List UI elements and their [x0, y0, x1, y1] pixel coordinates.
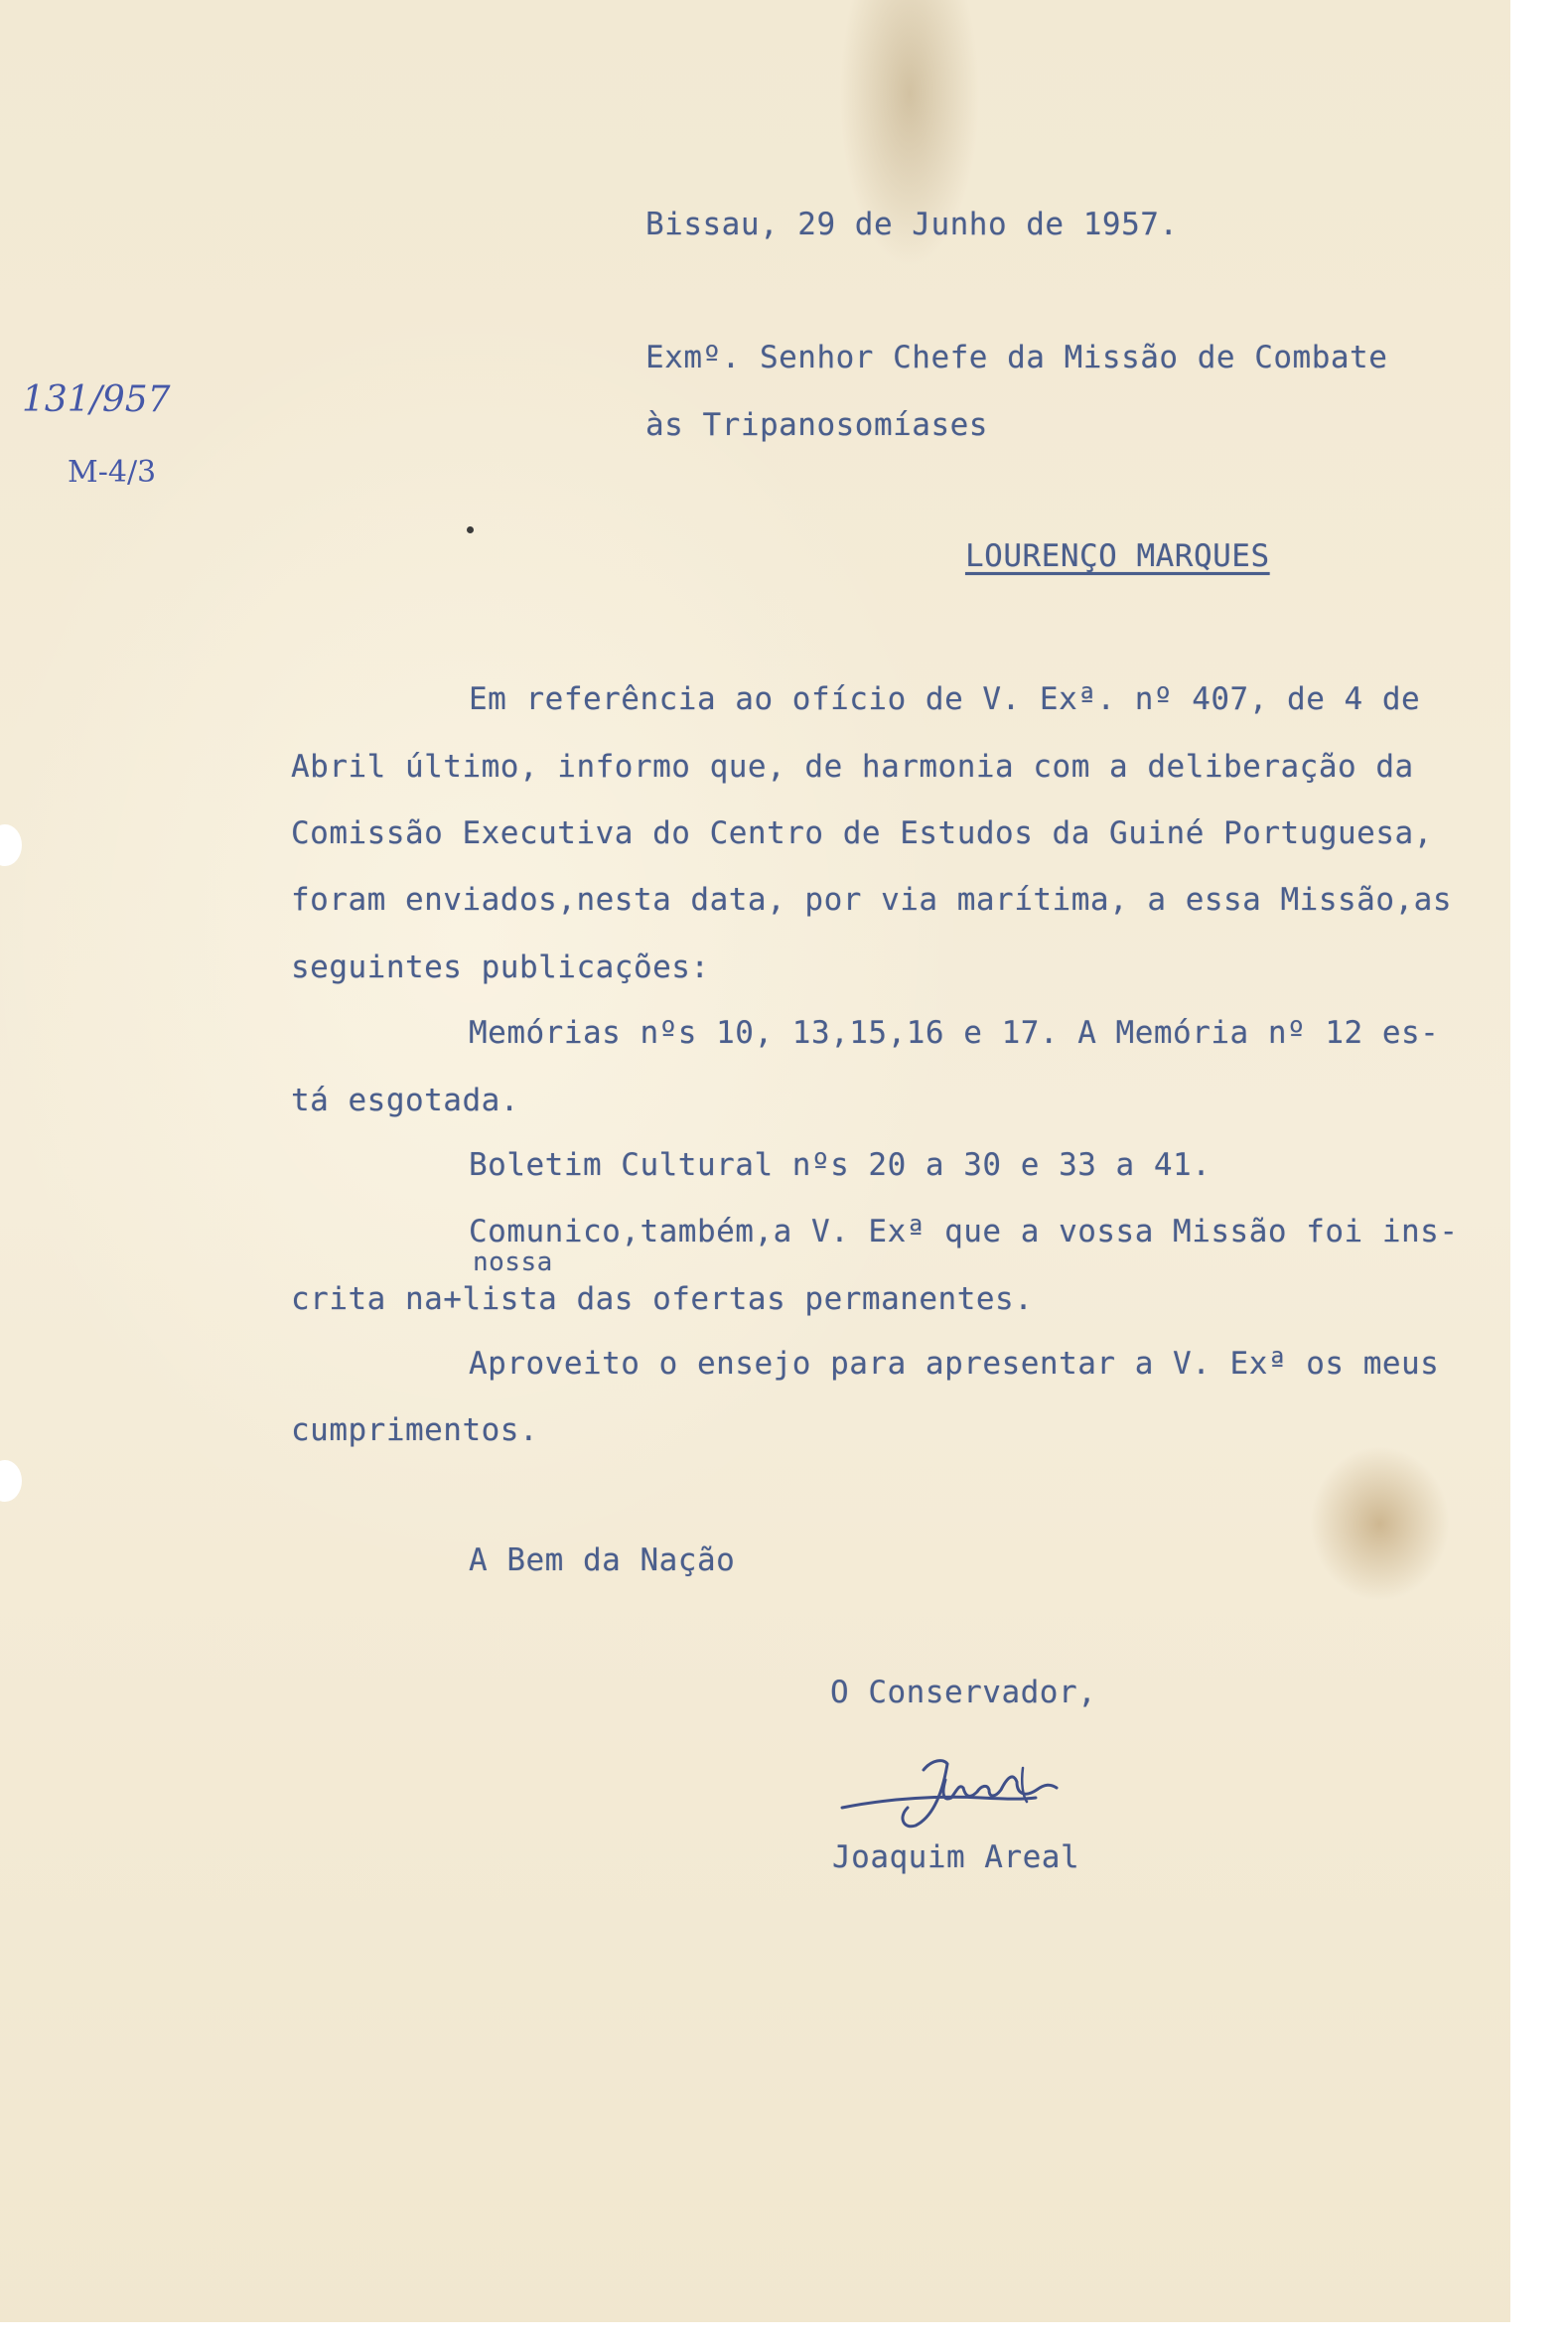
body-line: seguintes publicações:	[291, 950, 710, 985]
margin-reference-number: 131/957	[22, 379, 171, 420]
scan-border-right	[1510, 0, 1568, 2344]
punch-hole-bottom	[0, 1460, 22, 1502]
body-line: Comunico,também,a V. Exª que a vossa Missão foi ins-	[469, 1214, 1459, 1249]
body-line: Aproveito o ensejo para apresentar a V. Exª os meus	[469, 1346, 1440, 1382]
body-line: cumprimentos.	[291, 1412, 539, 1448]
recipient-line-2: às Tripanosomíases	[645, 407, 988, 443]
signer-name: Joaquim Areal	[832, 1839, 1080, 1875]
closing-salutation: A Bem da Nação	[469, 1542, 736, 1578]
body-line: Boletim Cultural nºs 20 a 30 e 33 a 41.	[469, 1147, 1212, 1183]
body-line: Em referência ao ofício de V. Exª. nº 407, de 4 de	[469, 681, 1421, 717]
recipient-line-1: Exmº. Senhor Chefe da Missão de Combate	[645, 340, 1388, 375]
body-line: crita na+lista das ofertas permanentes.	[291, 1281, 1034, 1317]
body-line: tá esgotada.	[291, 1083, 519, 1118]
body-line: foram enviados,nesta data, por via marítima, a essa Missão,as	[291, 882, 1452, 918]
body-line: Memórias nºs 10, 13,15,16 e 17. A Memória nº 12 es-	[469, 1015, 1440, 1051]
body-line: Comissão Executiva do Centro de Estudos da Guiné Portuguesa,	[291, 815, 1433, 851]
destination-city: LOURENÇO MARQUES	[965, 538, 1270, 574]
handwritten-signature	[832, 1738, 1130, 1837]
ink-dot	[467, 526, 474, 533]
body-line: Abril último, informo que, de harmonia com a deliberação da	[291, 749, 1414, 785]
scan-border-bottom	[0, 2322, 1568, 2344]
inserted-word: nossa	[473, 1247, 553, 1277]
punch-hole-top	[0, 824, 22, 866]
margin-file-code: M-4/3	[68, 455, 157, 490]
signer-title: O Conservador,	[830, 1675, 1097, 1710]
letter-date: Bissau, 29 de Junho de 1957.	[645, 207, 1179, 242]
